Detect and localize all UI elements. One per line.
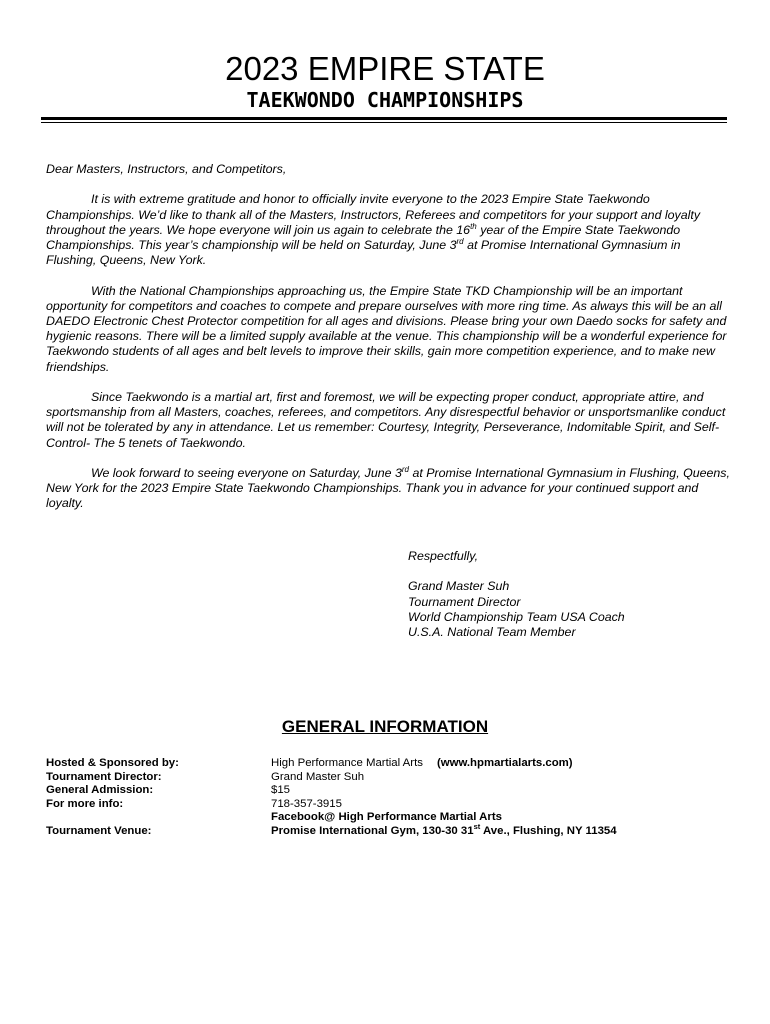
signature-title: Tournament Director [408, 594, 521, 609]
info-row-hosted [46, 757, 736, 771]
page-subtitle: TAEKWONDO CHAMPIONSHIPS [246, 88, 524, 112]
paragraph-gap [46, 177, 730, 192]
header-rule-thin [41, 122, 727, 123]
paragraph-1-part-a: It is with extreme gratitude and honor to officially invite everyone to the 2023 Empire State Taekwondo Championships. We’d like to thank all of the Masters, Instructors, Referees and competitors for your support and loyalty throughout the years. We hope everyone will join us again to celebrate the 16 [46, 192, 701, 237]
letter-paragraph-3: Since Taekwondo is a martial art, first and foremost, we will be expecting proper conduct, appropriate attire, and sportsmanship from all Masters, coaches, referees, and competitors. Any disrespectful behavior or unsportsmanlike conduct will not be tolerated by any in attendance. Let us remember: Courtesy, Integrity, Perseverance, Indomitable Spirit, and Self-Control- The 5 tenets of Taekwondo. [46, 390, 726, 450]
letter-paragraph-2: With the National Championships approaching us, the Empire State TKD Championship will be an important opportunity for competitors and coaches to compete and prepare ourselves with more ring time. As always this will be an all DAEDO Electronic Chest Protector competition for all ages and divisions. Please bring your own Daedo socks for safety and hygienic reasons. There will be a limited supply available at the venue. This championship will be a wonderful experience for Taekwondo students of all ages and belt levels to improve their skills, gain more competition experience, and to make new friendships. [46, 283, 727, 374]
info-row-director [46, 771, 736, 785]
info-value [271, 821, 736, 839]
page-title: 2023 EMPIRE STATE [225, 50, 545, 87]
letter-paragraph-4 [46, 466, 730, 512]
signature-gap [408, 564, 728, 579]
info-row-contact [46, 798, 736, 812]
info-value: Facebook@ High Performance Martial Arts [271, 811, 502, 823]
signature-name: Grand Master Suh [408, 579, 510, 594]
ordinal-suffix: th [470, 221, 477, 231]
info-label: General Admission: [46, 784, 154, 796]
header-rule-thick [41, 117, 727, 120]
ordinal-suffix: st [473, 821, 481, 831]
host-name: High Performance Martial Arts [271, 757, 423, 769]
signature-title: U.S.A. National Team Member [408, 625, 576, 639]
ordinal-suffix: rd [456, 236, 464, 246]
paragraph-4-part-a: We look forward to seeing everyone on Saturday, June 3 [91, 466, 402, 480]
paragraph-1-part-c: at Promise International Gymnasium in Flushing, Queens, New York. [46, 238, 681, 268]
paragraph-gap [46, 375, 730, 390]
letter-salutation: Dear Masters, Instructors, and Competitors, [46, 162, 287, 176]
general-info-table [46, 757, 736, 838]
ordinal-suffix: rd [401, 464, 409, 474]
info-row-facebook [46, 811, 736, 825]
info-value: Grand Master Suh [271, 770, 365, 783]
info-label: For more info: [46, 797, 124, 810]
signature-title: World Championship Team USA Coach [408, 609, 625, 624]
info-row-admission [46, 784, 736, 798]
host-website: (www.hpmartialarts.com) [436, 757, 573, 769]
signature-closing: Respectfully, [408, 549, 479, 563]
paragraph-gap [46, 451, 730, 466]
info-value [271, 757, 736, 771]
signature-block [408, 549, 728, 640]
invitation-letter [46, 162, 730, 512]
paragraph-gap [46, 268, 730, 283]
venue-part-b: Ave., Flushing, NY 11354 [480, 824, 617, 837]
paragraph-1-part-b: year of the Empire State Taekwondo Championships. This year’s championship will be held on Saturday, June 3 [46, 222, 681, 252]
info-label: Tournament Director: [46, 770, 162, 783]
info-label: Hosted & Sponsored by: [46, 757, 179, 769]
info-value: $15 [271, 784, 291, 796]
general-info-heading: GENERAL INFORMATION [281, 717, 489, 736]
paragraph-4-part-b: at Promise International Gymnasium in Flushing, Queens, New York for the 2023 Empire State Taekwondo Championships. Thank you in advance for your continued support and loyalty. [46, 466, 730, 511]
info-value: 718-357-3915 [271, 797, 342, 810]
letter-paragraph-1 [46, 192, 730, 268]
info-label: Tournament Venue: [46, 824, 152, 837]
venue-part-a: Promise International Gym, 130-30 31 [271, 824, 474, 837]
info-row-venue [46, 821, 736, 839]
